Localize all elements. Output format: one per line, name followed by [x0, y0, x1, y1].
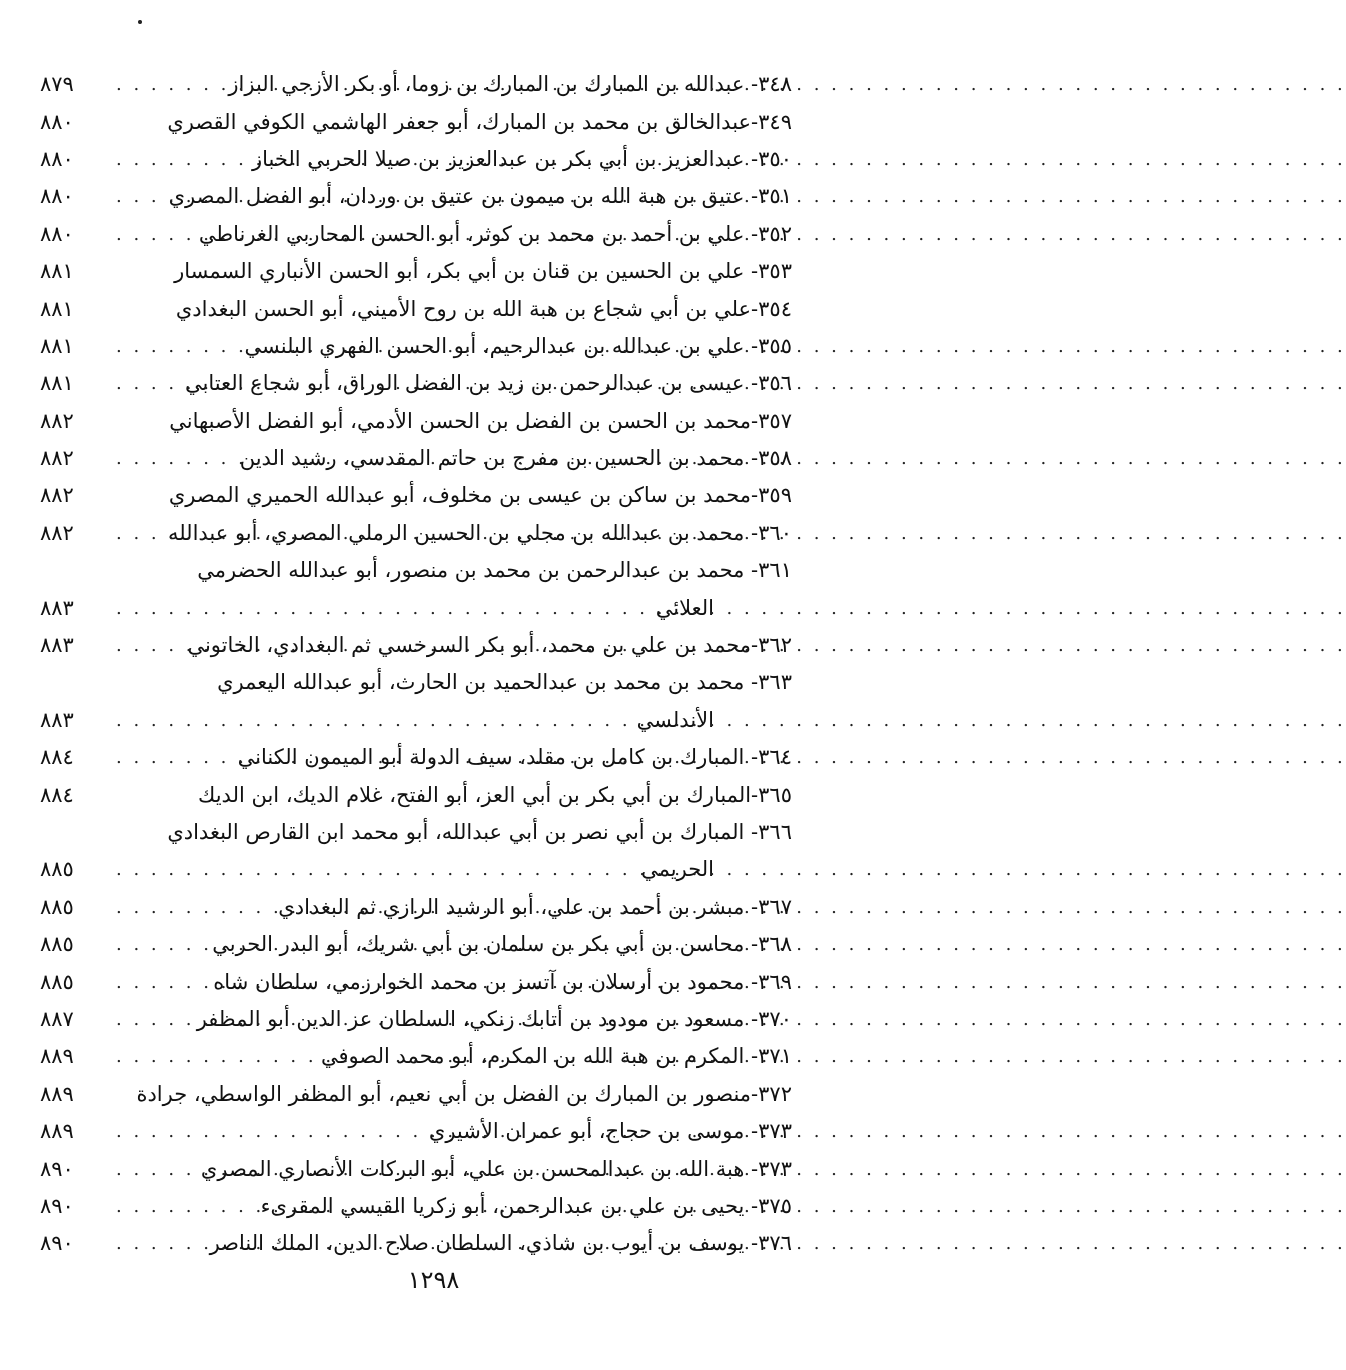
entry-page-number: ٨٨٠	[40, 184, 74, 209]
toc-entry	[40, 1076, 792, 1113]
entry-title: ٣٧٣- موسى بن حجاج، أبو عمران الأشيري	[428, 1119, 792, 1144]
entry-title: ٣٦١- محمد بن عبدالرحمن بن محمد بن منصور، أبو عبدالله الحضرمي	[197, 558, 792, 583]
entry-title: الحريمي	[641, 857, 714, 882]
toc-entry	[40, 1001, 792, 1038]
toc-entry-continuation	[40, 589, 792, 626]
entry-title: ٣٥١- عتيق بن هبة الله بن ميمون بن عتيق بن وردان، أبو الفضل المصري	[168, 184, 792, 209]
entry-title: ٣٥٢- علي بن أحمد بن محمد بن كوثر، أبو الحسن المحاربي الغرناطي	[198, 221, 792, 246]
dot-leader	[116, 1038, 315, 1075]
entry-title: ٣٥٨- محمد بن الحسين بن مفرج بن حاتم المقدسي، رشيد الدين	[239, 446, 792, 471]
toc-entry	[40, 141, 792, 178]
entry-title: ٣٥٩-محمد بن ساكن بن عيسى بن مخلوف، أبو عبدالله الحميري المصري	[168, 483, 792, 508]
toc-entry	[40, 66, 792, 103]
entry-title: ٣٤٩-عبدالخالق بن محمد بن المبارك، أبو جعفر الهاشمي الكوفي القصري	[167, 109, 792, 134]
entry-title: ٣٧٢-منصور بن المبارك بن الفضل بن أبي نعيم، أبو المظفر الواسطي، جرادة	[136, 1081, 792, 1106]
toc-entry	[40, 889, 792, 926]
entry-title: ٣٥٣- علي بن الحسين بن قنان بن أبي بكر، أبو الحسن الأنباري السمسار	[174, 259, 792, 284]
entry-title: ٣٦٠- محمد بن عبدالله بن مجلي بن الحسين الرملي المصري، أبو عبدالله	[167, 520, 792, 545]
dot-leader	[116, 590, 650, 627]
dot-leader	[116, 889, 272, 926]
entry-page-number: ٨٨٣	[40, 707, 74, 732]
entry-page-number: ٨٨٤	[40, 745, 74, 770]
entry-title: الأندلسي	[636, 707, 714, 732]
dot-leader	[116, 178, 163, 215]
dot-leader	[116, 365, 179, 402]
toc-entry	[40, 328, 792, 365]
entry-page-number: ٨٨٢	[40, 446, 74, 471]
toc-entry	[40, 926, 792, 963]
toc-entry	[40, 216, 792, 253]
entry-page-number: ٨٨٩	[40, 1081, 74, 1106]
toc-entry	[40, 290, 792, 327]
table-of-contents	[40, 66, 792, 1263]
entry-page-number: ٨٨٥	[40, 969, 74, 994]
toc-entry	[40, 814, 792, 851]
dot-leader	[116, 1188, 255, 1225]
entry-page-number: ٨٨١	[40, 333, 74, 358]
entry-page-number: ٨٩٠	[40, 1193, 74, 1218]
entry-title: ٣٤٨- عبدالله بن المبارك بن المبارك بن زوما، أو بكر الأزجي البزاز	[228, 72, 792, 97]
entry-title: ٣٦٨- محاسن بن أبي بكر بن سلمان بن أبي شريك، أبو البدر الحربي	[212, 932, 792, 957]
entry-title: ٣٦٢-محمد بن علي بن محمد، أبو بكر السرخسي ثم البغدادي، الخاتوني	[187, 633, 792, 658]
dot-leader	[116, 851, 635, 888]
entry-title: ٣٥٠- عبدالعزيز بن أبي بكر بن عبدالعزيز بن صيلا الحربي الخباز	[251, 146, 792, 171]
toc-entry	[40, 627, 792, 664]
entry-title: ٣٦٧- مبشر بن أحمد بن علي، أبو الرشيد الرازي ثم البغدادي	[278, 894, 792, 919]
dot-leader	[116, 964, 207, 1001]
entry-page-number: ٨٨٢	[40, 408, 74, 433]
entry-page-number: ٨٨٤	[40, 782, 74, 807]
entry-page-number: ٨٧٩	[40, 72, 74, 97]
toc-entry	[40, 178, 792, 215]
dot-leader	[116, 627, 181, 664]
entry-page-number: ٨٨٩	[40, 1044, 74, 1069]
toc-entry	[40, 515, 792, 552]
entry-page-number: ٨٨١	[40, 259, 74, 284]
entry-title: ٣٦٦- المبارك بن أبي نصر بن أبي عبدالله، أبو محمد ابن القارص البغدادي	[167, 820, 792, 844]
toc-entry	[40, 552, 792, 589]
toc-entry	[40, 253, 792, 290]
toc-entry	[40, 1113, 792, 1150]
entry-title: ٣٥٤-علي بن أبي شجاع بن هبة الله بن روح الأميني، أبو الحسن البغدادي	[175, 296, 792, 321]
entry-page-number: ٨٨٥	[40, 894, 74, 919]
toc-entry	[40, 664, 792, 701]
toc-entry	[40, 739, 792, 776]
dot-leader	[116, 1001, 191, 1038]
toc-entry	[40, 1150, 792, 1187]
entry-page-number: ٨٩٠	[40, 1231, 74, 1256]
dot-leader	[116, 515, 162, 552]
entry-page-number: ٨٨٢	[40, 483, 74, 508]
entry-title: ٣٥٧-محمد بن الحسن بن الفضل بن الحسن الأدمي، أبو الفضل الأصبهاني	[169, 408, 792, 433]
toc-entry-continuation	[40, 702, 792, 739]
entry-page-number: ٨٨٥	[40, 932, 74, 957]
toc-entry	[40, 477, 792, 514]
toc-entry	[40, 1188, 792, 1225]
entry-page-number: ٨٨٢	[40, 520, 74, 545]
toc-entry	[40, 963, 792, 1000]
toc-entry	[40, 365, 792, 402]
toc-entry	[40, 103, 792, 140]
page-number: ١٢٩٨	[407, 1266, 460, 1294]
entry-title: ٣٧١- المكرم بن هبة الله بن المكرم، أبو محمد الصوفي	[320, 1044, 792, 1069]
entry-page-number: ٨٨١	[40, 371, 74, 396]
entry-page-number: ٨٨٣	[40, 633, 74, 658]
dot-leader	[116, 1151, 195, 1188]
entry-page-number: ٨٨٣	[40, 595, 74, 620]
entry-page-number: ٨٩٠	[40, 1156, 74, 1181]
dot-leader	[116, 141, 246, 178]
entry-title: ٣٦٣- محمد بن محمد بن عبدالحميد بن الحارث، أبو عبدالله اليعمري	[217, 670, 792, 695]
dot-leader	[116, 1225, 204, 1262]
entry-title: ٣٧٣- هبة الله بن عبدالمحسن بن علي، أبو البركات الأنصاري المصري	[200, 1156, 792, 1181]
entry-title: ٣٦٤- المبارك بن كامل بن مقلد، سيف الدولة أبو الميمون الكناني	[237, 745, 792, 770]
dot-leader	[116, 1113, 423, 1150]
entry-title: ٣٥٦- عيسى بن عبدالرحمن بن زيد بن الفضل الوراق، أبو شجاع العتابي	[185, 371, 792, 396]
entry-page-number: ٨٨٧	[40, 1006, 74, 1031]
toc-entry	[40, 440, 792, 477]
entry-page-number: ٨٨١	[40, 296, 74, 321]
entry-title: ٣٦٩- محمود بن أرسلان بن آتسز بن محمد الخوارزمي، سلطان شاه	[213, 969, 792, 994]
entry-page-number: ٨٨٠	[40, 146, 74, 171]
entry-title: العلائي	[655, 595, 714, 620]
page-speck	[138, 20, 142, 24]
toc-entry-continuation	[40, 851, 792, 888]
toc-entry	[40, 403, 792, 440]
entry-title: ٣٧٦- يوسف بن أيوب بن شاذي، السلطان صلاح الدين، الملك الناصر	[209, 1231, 792, 1256]
dot-leader	[116, 739, 232, 776]
entry-title: ٣٦٥-المبارك بن أبي بكر بن أبي العز، أبو الفتح، غلام الديك، ابن الديك	[198, 782, 792, 807]
entry-page-number: ٨٨٠	[40, 109, 74, 134]
dot-leader	[116, 328, 239, 365]
dot-leader	[116, 926, 206, 963]
entry-page-number: ٨٨٥	[40, 857, 74, 882]
entry-page-number: ٨٨٠	[40, 221, 74, 246]
dot-leader	[116, 702, 631, 739]
dot-leader	[116, 66, 222, 103]
entry-page-number: ٨٨٩	[40, 1119, 74, 1144]
dot-leader	[116, 216, 193, 253]
toc-entry	[40, 776, 792, 813]
entry-title: ٣٧٥- يحيى بن علي بن عبدالرحمن، أبو زكريا القيسي المقرىء	[260, 1193, 792, 1218]
toc-entry	[40, 1225, 792, 1262]
entry-title: ٣٥٥- علي بن عبدالله بن عبدالرحيم، أبو الحسن الفهري البلنسي	[244, 333, 792, 358]
entry-title: ٣٧٠- مسعود بن مودود بن أتابك زنكي، السلطان عز الدين أبو المظفر	[196, 1006, 792, 1031]
dot-leader	[116, 440, 234, 477]
toc-entry	[40, 1038, 792, 1075]
